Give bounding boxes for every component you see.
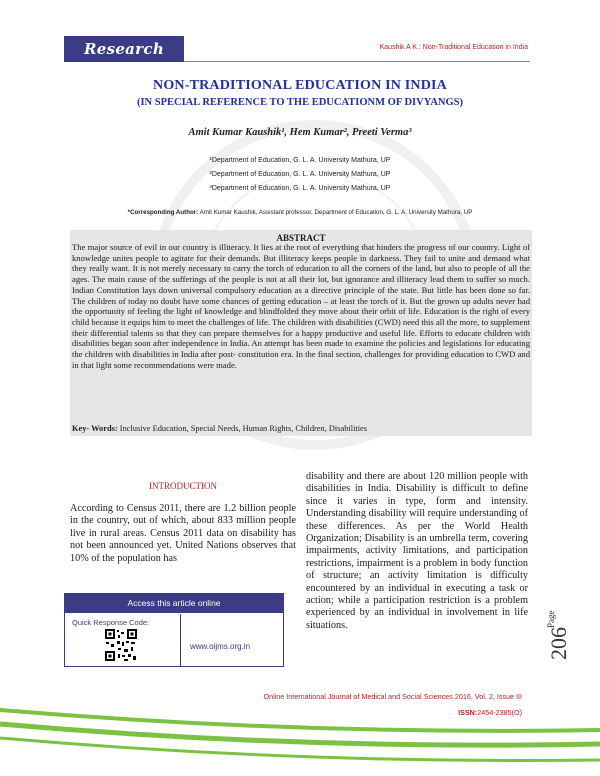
access-box-divider xyxy=(180,614,181,666)
access-article-heading: Access this article online xyxy=(64,593,284,613)
keywords-label: Key- Words: xyxy=(72,424,118,433)
corresponding-author xyxy=(0,209,600,216)
journal-citation: Online International Journal of Medical and Social Sciences 2016, Vol. 2, Issue III xyxy=(263,692,522,701)
corresponding-label: *Corresponding Author: xyxy=(127,209,199,216)
qr-code-label: Quick Response Code: xyxy=(72,618,150,627)
abstract-text: The major source of evil in our country is illiteracy. It lies at the root of everything that hinders the progress of our country. Light of knowledge unites people to agitate for their demands. But illiteracy keeps people in darkness. They fail to unite and demand what they really want. It is not merely necessary to carry the torch of education to all the corners of the land, but also to people of all the ages. The main cause of the sufferings of the people is not at all their lot, but ignorance and illiteracy lead them to suffer so much. Indian Constitution lays down universal compulsory education as a directive principle of the state. But little has been done so far. The children of today no doubt have some chances of getting education – at least the torch of it. But the grown up adults never had the opportunity of feeling the light of knowledge and blindfolded they move about their orbit of life. Education is the right of every child because it equips him to meet the challenges of life. The children with disabilities (CWD) need this all the more, to supplement their differential talents so that they can prepare themselves for a happy productive and useful life. Efforts to educate children with disabilities began soon after independence in India. An attempt has been made to examine the policies and legislations for educating the children with disabilities in India after post- constitution era. In the final section, challenges for providing education to CWD and in that light some recommendations were made. xyxy=(72,242,530,370)
affiliation-1: ¹Department of Education, G. L. A. University Mathura, UP xyxy=(209,157,391,164)
keywords-text: Inclusive Education, Special Needs, Human Rights, Children, Disabilities xyxy=(117,424,368,433)
abstract-heading: ABSTRACT xyxy=(276,233,326,243)
running-head: Kaushik A K.: Non-Traditional Education in India xyxy=(379,44,528,51)
introduction-column-2: disability and there are about 120 million people with disabilities in India. Disability is difficult to define since it varies in type, form and intensity. Understanding disability will require understanding of these differences. As per the World Health Organization; Disability is an umbrella term, covering impairments, activity limitations, and participation restrictions, impairment is a problem in body function of structure; an activity limitation is difficulty encountered by an individual in executing a task or action; while a participation restriction is a problem experienced by an individual in involvement in life situations. xyxy=(306,471,528,631)
issn-value: 2454-2385(O) xyxy=(477,708,522,717)
header-rule xyxy=(184,61,530,62)
research-article-banner: Research Article xyxy=(64,36,184,62)
issn-label: ISSN: xyxy=(458,708,478,717)
keywords xyxy=(72,424,530,433)
affiliation-3: ³Department of Education, G. L. A. University Mathura, UP xyxy=(209,185,391,192)
article-title: NON-TRADITIONAL EDUCATION IN INDIA xyxy=(153,78,447,93)
article-subtitle: (IN SPECIAL REFERENCE TO THE EDUCATIONM OF DIVYANGS) xyxy=(136,97,464,108)
footer-green-swoosh xyxy=(0,690,600,776)
qr-code-icon[interactable] xyxy=(104,628,138,662)
author-list: Amit Kumar Kaushik¹, Hem Kumar², Preeti Verma³ xyxy=(188,127,412,138)
introduction-column-1: According to Census 2011, there are 1.2 billion people in the country, out of which, about 833 million people live in rural areas. Census 2011 data on disability has not been announced yet. United Nations observes that 10% of the population has xyxy=(70,503,296,564)
affiliation-2: ²Department of Education, G. L. A. University Mathura, UP xyxy=(209,171,391,178)
page-label: Page xyxy=(546,610,556,628)
corresponding-text: Amit Kumar Kaushik, Assistant professor, Department of Education, G. L. A. University Mathura, UP xyxy=(198,209,473,216)
page-number: 206 xyxy=(546,627,571,660)
journal-url-link[interactable]: www.oijms.org.in xyxy=(190,642,251,651)
introduction-heading: INTRODUCTION xyxy=(149,481,217,491)
